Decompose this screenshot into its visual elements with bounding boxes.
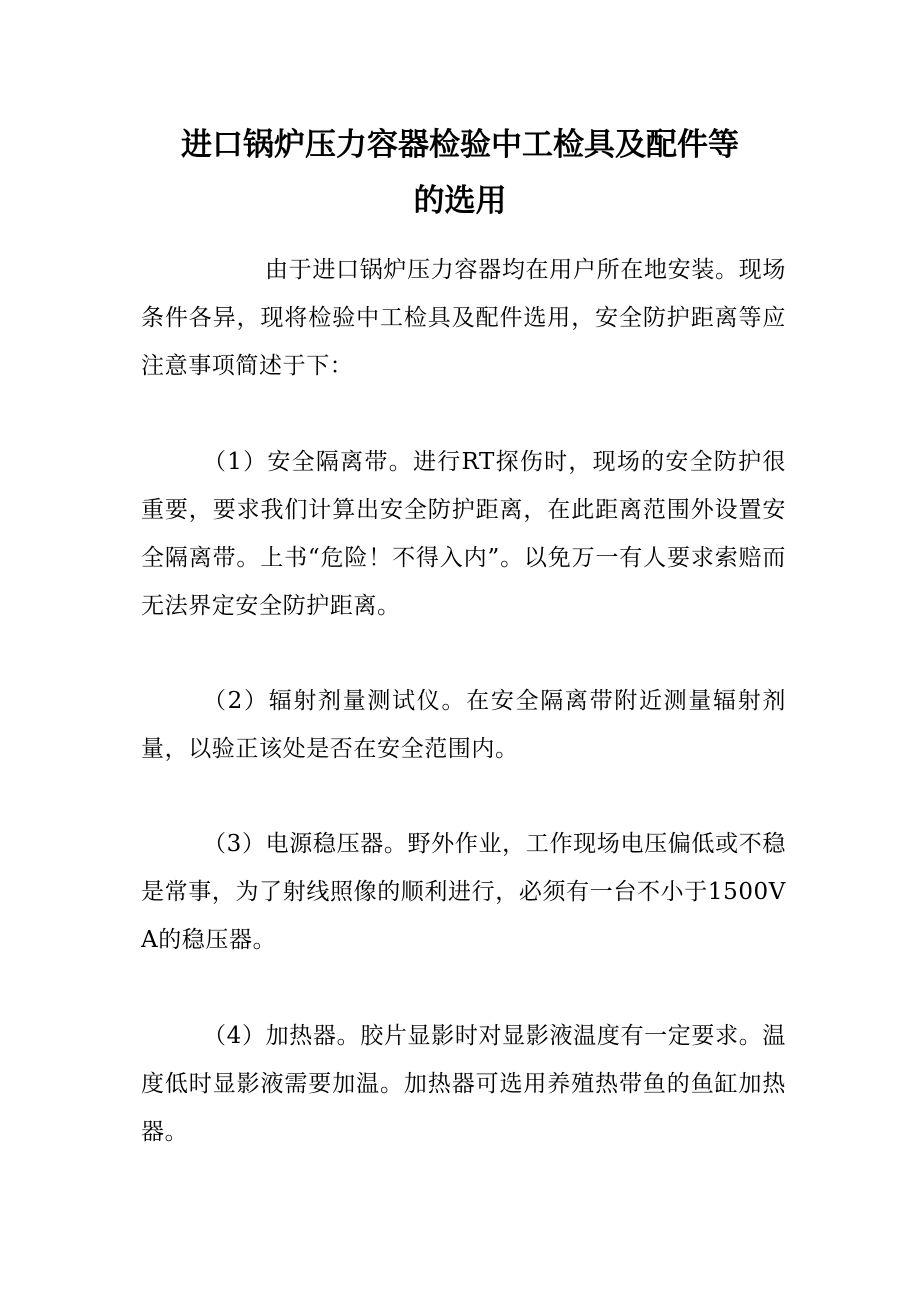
- document-title-line-1: 进口锅炉压力容器检验中工检具及配件等: [181, 127, 739, 163]
- item-paragraph-1: （1）安全隔离带。进行RT探伤时，现场的安全防护很重要，要求我们计算出安全防护距离，在此距离范围外设置安全隔离带。上书“危险！不得入内”。以免万一有人要求索赔而无法界定安全防护距离。: [141, 449, 786, 619]
- document-title-line-2: 的选用: [413, 183, 507, 219]
- item-paragraph-4: （4）加热器。胶片显影时对显影液温度有一定要求。温度低时显影液需要加温。加热器可选用养殖热带鱼的鱼缸加热器。: [141, 1023, 786, 1145]
- item-paragraph-3: （3）电源稳压器。野外作业，工作现场电压偏低或不稳是常事，为了射线照像的顺利进行，必须有一台不小于1500VA的稳压器。: [141, 831, 786, 953]
- item-paragraph-2: （2）辐射剂量测试仪。在安全隔离带附近测量辐射剂量，以验正该处是否在安全范围内。: [141, 688, 786, 762]
- intro-paragraph: 由于进口锅炉压力容器均在用户所在地安装。现场条件各异，现将检验中工检具及配件选用，安全防护距离等应注意事项简述于下：: [141, 257, 786, 379]
